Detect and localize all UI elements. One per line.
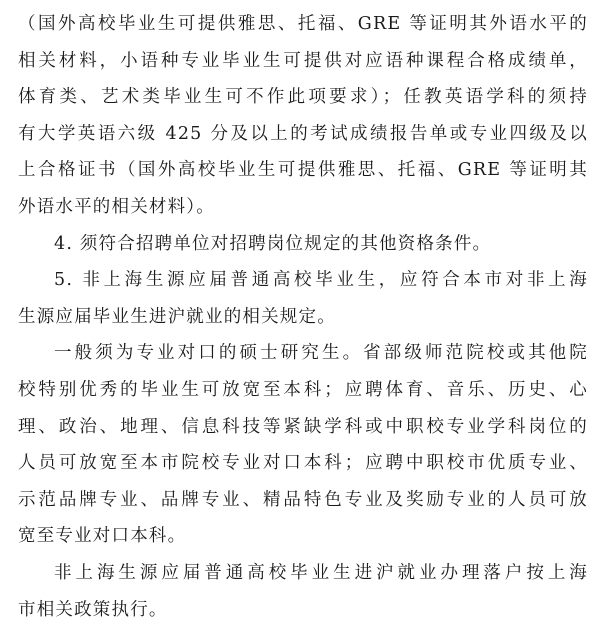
text-line: 生源应届毕业生进沪就业的相关规定。 <box>18 299 588 336</box>
text-line: 上合格证书（国外高校毕业生可提供雅思、托福、GRE 等证明其 <box>18 152 588 189</box>
text-line: 一般须为专业对口的硕士研究生。省部级师范院校或其他院 <box>18 335 588 372</box>
text-line: 理、政治、地理、信息科技等紧缺学科或中职校专业学科岗位的 <box>18 409 588 446</box>
text-line: 有大学英语六级 425 分及以上的考试成绩报告单或专业四级及以 <box>18 116 588 153</box>
text-line: 人员可放宽至本市院校专业对口本科；应聘中职校市优质专业、 <box>18 445 588 482</box>
paragraph-degree-requirements <box>18 335 588 555</box>
text-line: 市相关政策执行。 <box>18 592 588 628</box>
text-line: 外语水平的相关材料）。 <box>18 189 588 226</box>
text-line: 校特别优秀的毕业生可放宽至本科；应聘体育、音乐、历史、心 <box>18 372 588 409</box>
text-line: 示范品牌专业、品牌专业、精品特色专业及奖励专业的人员可放 <box>18 482 588 519</box>
text-line: 5. 非上海生源应届普通高校毕业生，应符合本市对非上海 <box>18 262 588 299</box>
text-line: 4. 须符合招聘单位对招聘岗位规定的其他资格条件。 <box>18 226 588 263</box>
document-body <box>18 6 588 628</box>
paragraph-residence-registration <box>18 555 588 628</box>
text-line: 非上海生源应届普通高校毕业生进沪就业办理落户按上海 <box>18 555 588 592</box>
paragraph-language-requirements <box>18 6 588 226</box>
text-line: 体育类、艺术类毕业生可不作此项要求）；任教英语学科的须持 <box>18 79 588 116</box>
paragraph-item-5 <box>18 262 588 335</box>
text-line: 相关材料，小语种专业毕业生可提供对应语种课程合格成绩单， <box>18 43 588 80</box>
text-line: （国外高校毕业生可提供雅思、托福、GRE 等证明其外语水平的 <box>18 6 588 43</box>
text-line: 宽至专业对口本科。 <box>18 518 588 555</box>
paragraph-item-4 <box>18 226 588 263</box>
